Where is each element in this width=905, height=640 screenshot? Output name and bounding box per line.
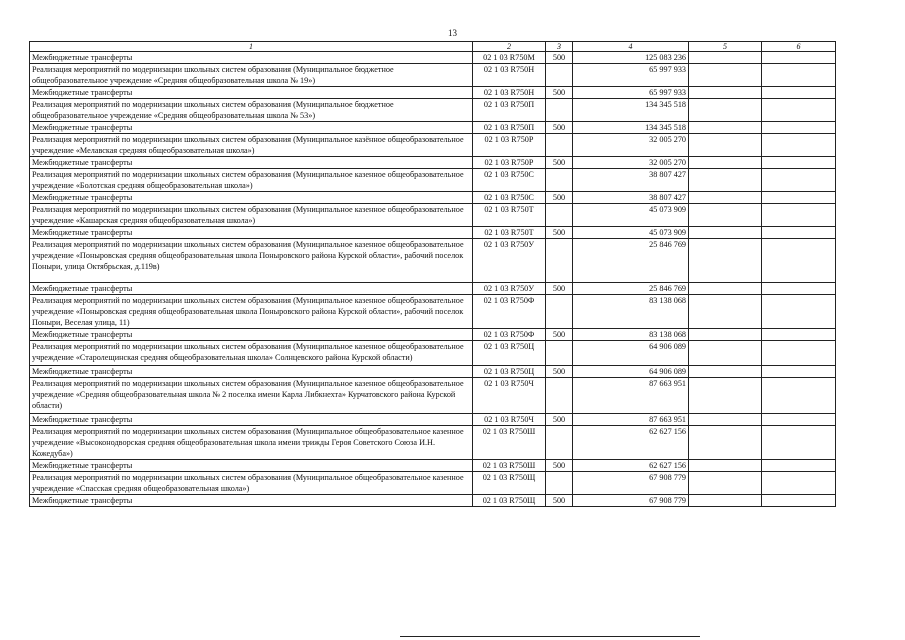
row-name-cell: Реализация мероприятий по модернизации школьных систем образования (Муниципальное казенное общеобразовательное учреждение «Средняя общеобразовательная школа № 2 поселка имени Карла Либкнехта» Курчатовского района Курской области) bbox=[30, 378, 473, 414]
row-code-cell: 02 1 03 R750Ч bbox=[473, 414, 546, 426]
row-name-cell: Межбюджетные трансферты bbox=[30, 495, 473, 507]
row-amount-cell: 87 663 951 bbox=[573, 414, 689, 426]
row-col5-cell bbox=[689, 378, 762, 414]
row-vr-cell bbox=[546, 341, 573, 366]
row-col6-cell bbox=[762, 134, 836, 157]
row-col6-cell bbox=[762, 192, 836, 204]
row-amount-cell: 62 627 156 bbox=[573, 426, 689, 460]
row-vr-cell bbox=[546, 169, 573, 192]
row-name-cell: Реализация мероприятий по модернизации школьных систем образования (Муниципальное казённое общеобразовательное учреждение «Мелавская средняя общеобразовательная школа») bbox=[30, 134, 473, 157]
row-amount-cell: 83 138 068 bbox=[573, 329, 689, 341]
row-code-cell: 02 1 03 R750Ц bbox=[473, 341, 546, 366]
row-name-cell: Межбюджетные трансферты bbox=[30, 283, 473, 295]
row-col6-cell bbox=[762, 472, 836, 495]
row-code-cell: 02 1 03 R750Щ bbox=[473, 495, 546, 507]
row-amount-cell: 32 005 270 bbox=[573, 134, 689, 157]
row-name-cell: Межбюджетные трансферты bbox=[30, 460, 473, 472]
row-vr-cell bbox=[546, 204, 573, 227]
row-name-cell: Реализация мероприятий по модернизации школьных систем образования (Муниципальное общеобразовательное казенное учреждение «Высоконодворская средняя общеобразовательная школа имени трижды Героя Советского Союза И.Н. Кожедуба») bbox=[30, 426, 473, 460]
table-row bbox=[30, 495, 836, 507]
table-row bbox=[30, 414, 836, 426]
row-col5-cell bbox=[689, 64, 762, 87]
table-row bbox=[30, 122, 836, 134]
row-vr-cell: 500 bbox=[546, 122, 573, 134]
row-amount-cell: 25 846 769 bbox=[573, 239, 689, 283]
row-amount-cell: 87 663 951 bbox=[573, 378, 689, 414]
row-amount-cell: 65 997 933 bbox=[573, 64, 689, 87]
row-col5-cell bbox=[689, 239, 762, 283]
row-amount-cell: 83 138 068 bbox=[573, 295, 689, 329]
row-col6-cell bbox=[762, 157, 836, 169]
column-header: 2 bbox=[473, 42, 546, 52]
row-code-cell: 02 1 03 R750Щ bbox=[473, 472, 546, 495]
table-row bbox=[30, 64, 836, 87]
row-vr-cell bbox=[546, 239, 573, 283]
row-col5-cell bbox=[689, 204, 762, 227]
row-name-cell: Межбюджетные трансферты bbox=[30, 157, 473, 169]
table-row bbox=[30, 329, 836, 341]
table-row bbox=[30, 426, 836, 460]
row-amount-cell: 125 083 236 bbox=[573, 52, 689, 64]
row-name-cell: Реализация мероприятий по модернизации школьных систем образования (Муниципальное общеобразовательное казенное учреждение «Спасская средняя общеобразовательная школа») bbox=[30, 472, 473, 495]
row-col6-cell bbox=[762, 366, 836, 378]
row-name-cell: Межбюджетные трансферты bbox=[30, 122, 473, 134]
row-col6-cell bbox=[762, 329, 836, 341]
row-vr-cell: 500 bbox=[546, 52, 573, 64]
row-vr-cell bbox=[546, 64, 573, 87]
row-amount-cell: 38 807 427 bbox=[573, 192, 689, 204]
row-vr-cell bbox=[546, 134, 573, 157]
row-code-cell: 02 1 03 R750Т bbox=[473, 204, 546, 227]
row-amount-cell: 64 906 089 bbox=[573, 366, 689, 378]
row-name-cell: Реализация мероприятий по модернизации школьных систем образования (Муниципальное казенное общеобразовательное учреждение «Болотская средняя общеобразовательная школа») bbox=[30, 169, 473, 192]
row-code-cell: 02 1 03 R750П bbox=[473, 122, 546, 134]
row-vr-cell: 500 bbox=[546, 329, 573, 341]
row-code-cell: 02 1 03 R750Н bbox=[473, 87, 546, 99]
row-col5-cell bbox=[689, 426, 762, 460]
row-vr-cell bbox=[546, 99, 573, 122]
row-col5-cell bbox=[689, 134, 762, 157]
column-header: 1 bbox=[30, 42, 473, 52]
row-amount-cell: 134 345 518 bbox=[573, 122, 689, 134]
row-vr-cell: 500 bbox=[546, 414, 573, 426]
table-row bbox=[30, 52, 836, 64]
column-header: 5 bbox=[689, 42, 762, 52]
row-code-cell: 02 1 03 R750С bbox=[473, 192, 546, 204]
row-col5-cell bbox=[689, 169, 762, 192]
row-name-cell: Межбюджетные трансферты bbox=[30, 366, 473, 378]
row-col5-cell bbox=[689, 52, 762, 64]
row-col6-cell bbox=[762, 460, 836, 472]
budget-table bbox=[29, 41, 836, 507]
row-name-cell: Межбюджетные трансферты bbox=[30, 87, 473, 99]
row-name-cell: Межбюджетные трансферты bbox=[30, 414, 473, 426]
row-vr-cell: 500 bbox=[546, 157, 573, 169]
row-code-cell: 02 1 03 R750У bbox=[473, 283, 546, 295]
row-col5-cell bbox=[689, 87, 762, 99]
table-row bbox=[30, 295, 836, 329]
row-code-cell: 02 1 03 R750Ф bbox=[473, 329, 546, 341]
row-code-cell: 02 1 03 R750Т bbox=[473, 227, 546, 239]
row-col5-cell bbox=[689, 99, 762, 122]
table-row bbox=[30, 472, 836, 495]
table-row bbox=[30, 366, 836, 378]
row-amount-cell: 25 846 769 bbox=[573, 283, 689, 295]
row-col6-cell bbox=[762, 341, 836, 366]
row-col5-cell bbox=[689, 157, 762, 169]
row-vr-cell: 500 bbox=[546, 192, 573, 204]
table-row bbox=[30, 341, 836, 366]
column-header-row bbox=[30, 42, 836, 52]
column-header: 4 bbox=[573, 42, 689, 52]
row-col6-cell bbox=[762, 495, 836, 507]
row-col6-cell bbox=[762, 87, 836, 99]
column-header: 3 bbox=[546, 42, 573, 52]
row-name-cell: Межбюджетные трансферты bbox=[30, 227, 473, 239]
row-name-cell: Реализация мероприятий по модернизации школьных систем образования (Муниципальное казенное общеобразовательное учреждение «Кашарская средняя общеобразовательная школа») bbox=[30, 204, 473, 227]
row-col5-cell bbox=[689, 283, 762, 295]
row-col6-cell bbox=[762, 204, 836, 227]
row-amount-cell: 62 627 156 bbox=[573, 460, 689, 472]
row-name-cell: Реализация мероприятий по модернизации школьных систем образования (Муниципальное казенное общеобразовательное учреждение «Поныровская средняя общеобразовательная школа Поныровского района Курской области», рабочий поселок Поныри, улица Октябрьская, д.119в) bbox=[30, 239, 473, 283]
row-col5-cell bbox=[689, 414, 762, 426]
row-vr-cell: 500 bbox=[546, 460, 573, 472]
row-col5-cell bbox=[689, 495, 762, 507]
row-col5-cell bbox=[689, 472, 762, 495]
row-vr-cell: 500 bbox=[546, 495, 573, 507]
row-col5-cell bbox=[689, 460, 762, 472]
row-code-cell: 02 1 03 R750Ф bbox=[473, 295, 546, 329]
row-amount-cell: 67 908 779 bbox=[573, 495, 689, 507]
row-name-cell: Реализация мероприятий по модернизации школьных систем образования (Муниципальное бюджетное общеобразовательное учреждение «Средняя общеобразовательная школа № 19») bbox=[30, 64, 473, 87]
row-name-cell: Реализация мероприятий по модернизации школьных систем образования (Муниципальное казенное общеобразовательное учреждение «Старолещинская средняя общеобразовательная школа» Солнцевского района Курской области) bbox=[30, 341, 473, 366]
row-vr-cell: 500 bbox=[546, 87, 573, 99]
row-amount-cell: 65 997 933 bbox=[573, 87, 689, 99]
row-col6-cell bbox=[762, 426, 836, 460]
row-col6-cell bbox=[762, 239, 836, 283]
row-code-cell: 02 1 03 R750У bbox=[473, 239, 546, 283]
row-col5-cell bbox=[689, 341, 762, 366]
table-row bbox=[30, 460, 836, 472]
row-col6-cell bbox=[762, 227, 836, 239]
table-row bbox=[30, 192, 836, 204]
row-code-cell: 02 1 03 R750Ш bbox=[473, 460, 546, 472]
table-row bbox=[30, 157, 836, 169]
row-col6-cell bbox=[762, 99, 836, 122]
row-col6-cell bbox=[762, 378, 836, 414]
table-row bbox=[30, 204, 836, 227]
row-amount-cell: 134 345 518 bbox=[573, 99, 689, 122]
table-row bbox=[30, 134, 836, 157]
row-col6-cell bbox=[762, 283, 836, 295]
table-row bbox=[30, 378, 836, 414]
row-code-cell: 02 1 03 R750Р bbox=[473, 157, 546, 169]
table-row bbox=[30, 99, 836, 122]
row-col5-cell bbox=[689, 366, 762, 378]
row-col6-cell bbox=[762, 295, 836, 329]
row-amount-cell: 45 073 909 bbox=[573, 227, 689, 239]
table-row bbox=[30, 169, 836, 192]
table-row bbox=[30, 87, 836, 99]
row-vr-cell bbox=[546, 295, 573, 329]
row-amount-cell: 38 807 427 bbox=[573, 169, 689, 192]
row-name-cell: Реализация мероприятий по модернизации школьных систем образования (Муниципальное казенное общеобразовательное учреждение «Поныровская средняя общеобразовательная школа Поныровского района Курской области», рабочий поселок Поныри, Веселая улица, 11) bbox=[30, 295, 473, 329]
row-vr-cell: 500 bbox=[546, 283, 573, 295]
row-code-cell: 02 1 03 R750Р bbox=[473, 134, 546, 157]
row-code-cell: 02 1 03 R750П bbox=[473, 99, 546, 122]
row-name-cell: Межбюджетные трансферты bbox=[30, 192, 473, 204]
page-number: 13 bbox=[448, 28, 457, 38]
row-amount-cell: 32 005 270 bbox=[573, 157, 689, 169]
row-code-cell: 02 1 03 R750М bbox=[473, 52, 546, 64]
row-col6-cell bbox=[762, 64, 836, 87]
table-row bbox=[30, 283, 836, 295]
row-col6-cell bbox=[762, 52, 836, 64]
row-vr-cell bbox=[546, 378, 573, 414]
row-col5-cell bbox=[689, 329, 762, 341]
row-vr-cell bbox=[546, 472, 573, 495]
row-amount-cell: 64 906 089 bbox=[573, 341, 689, 366]
row-amount-cell: 45 073 909 bbox=[573, 204, 689, 227]
row-name-cell: Реализация мероприятий по модернизации школьных систем образования (Муниципальное бюджетное общеобразовательное учреждение «Средняя общеобразовательная школа № 53») bbox=[30, 99, 473, 122]
row-code-cell: 02 1 03 R750С bbox=[473, 169, 546, 192]
bottom-divider bbox=[400, 636, 700, 637]
table-row bbox=[30, 239, 836, 283]
row-vr-cell: 500 bbox=[546, 366, 573, 378]
row-amount-cell: 67 908 779 bbox=[573, 472, 689, 495]
row-code-cell: 02 1 03 R750Н bbox=[473, 64, 546, 87]
row-vr-cell: 500 bbox=[546, 227, 573, 239]
table-row bbox=[30, 227, 836, 239]
row-col5-cell bbox=[689, 227, 762, 239]
row-code-cell: 02 1 03 R750Ч bbox=[473, 378, 546, 414]
row-code-cell: 02 1 03 R750Ш bbox=[473, 426, 546, 460]
row-code-cell: 02 1 03 R750Ц bbox=[473, 366, 546, 378]
row-col5-cell bbox=[689, 122, 762, 134]
row-name-cell: Межбюджетные трансферты bbox=[30, 52, 473, 64]
row-col5-cell bbox=[689, 295, 762, 329]
row-col5-cell bbox=[689, 192, 762, 204]
column-header: 6 bbox=[762, 42, 836, 52]
row-vr-cell bbox=[546, 426, 573, 460]
row-col6-cell bbox=[762, 169, 836, 192]
row-name-cell: Межбюджетные трансферты bbox=[30, 329, 473, 341]
row-col6-cell bbox=[762, 414, 836, 426]
row-col6-cell bbox=[762, 122, 836, 134]
